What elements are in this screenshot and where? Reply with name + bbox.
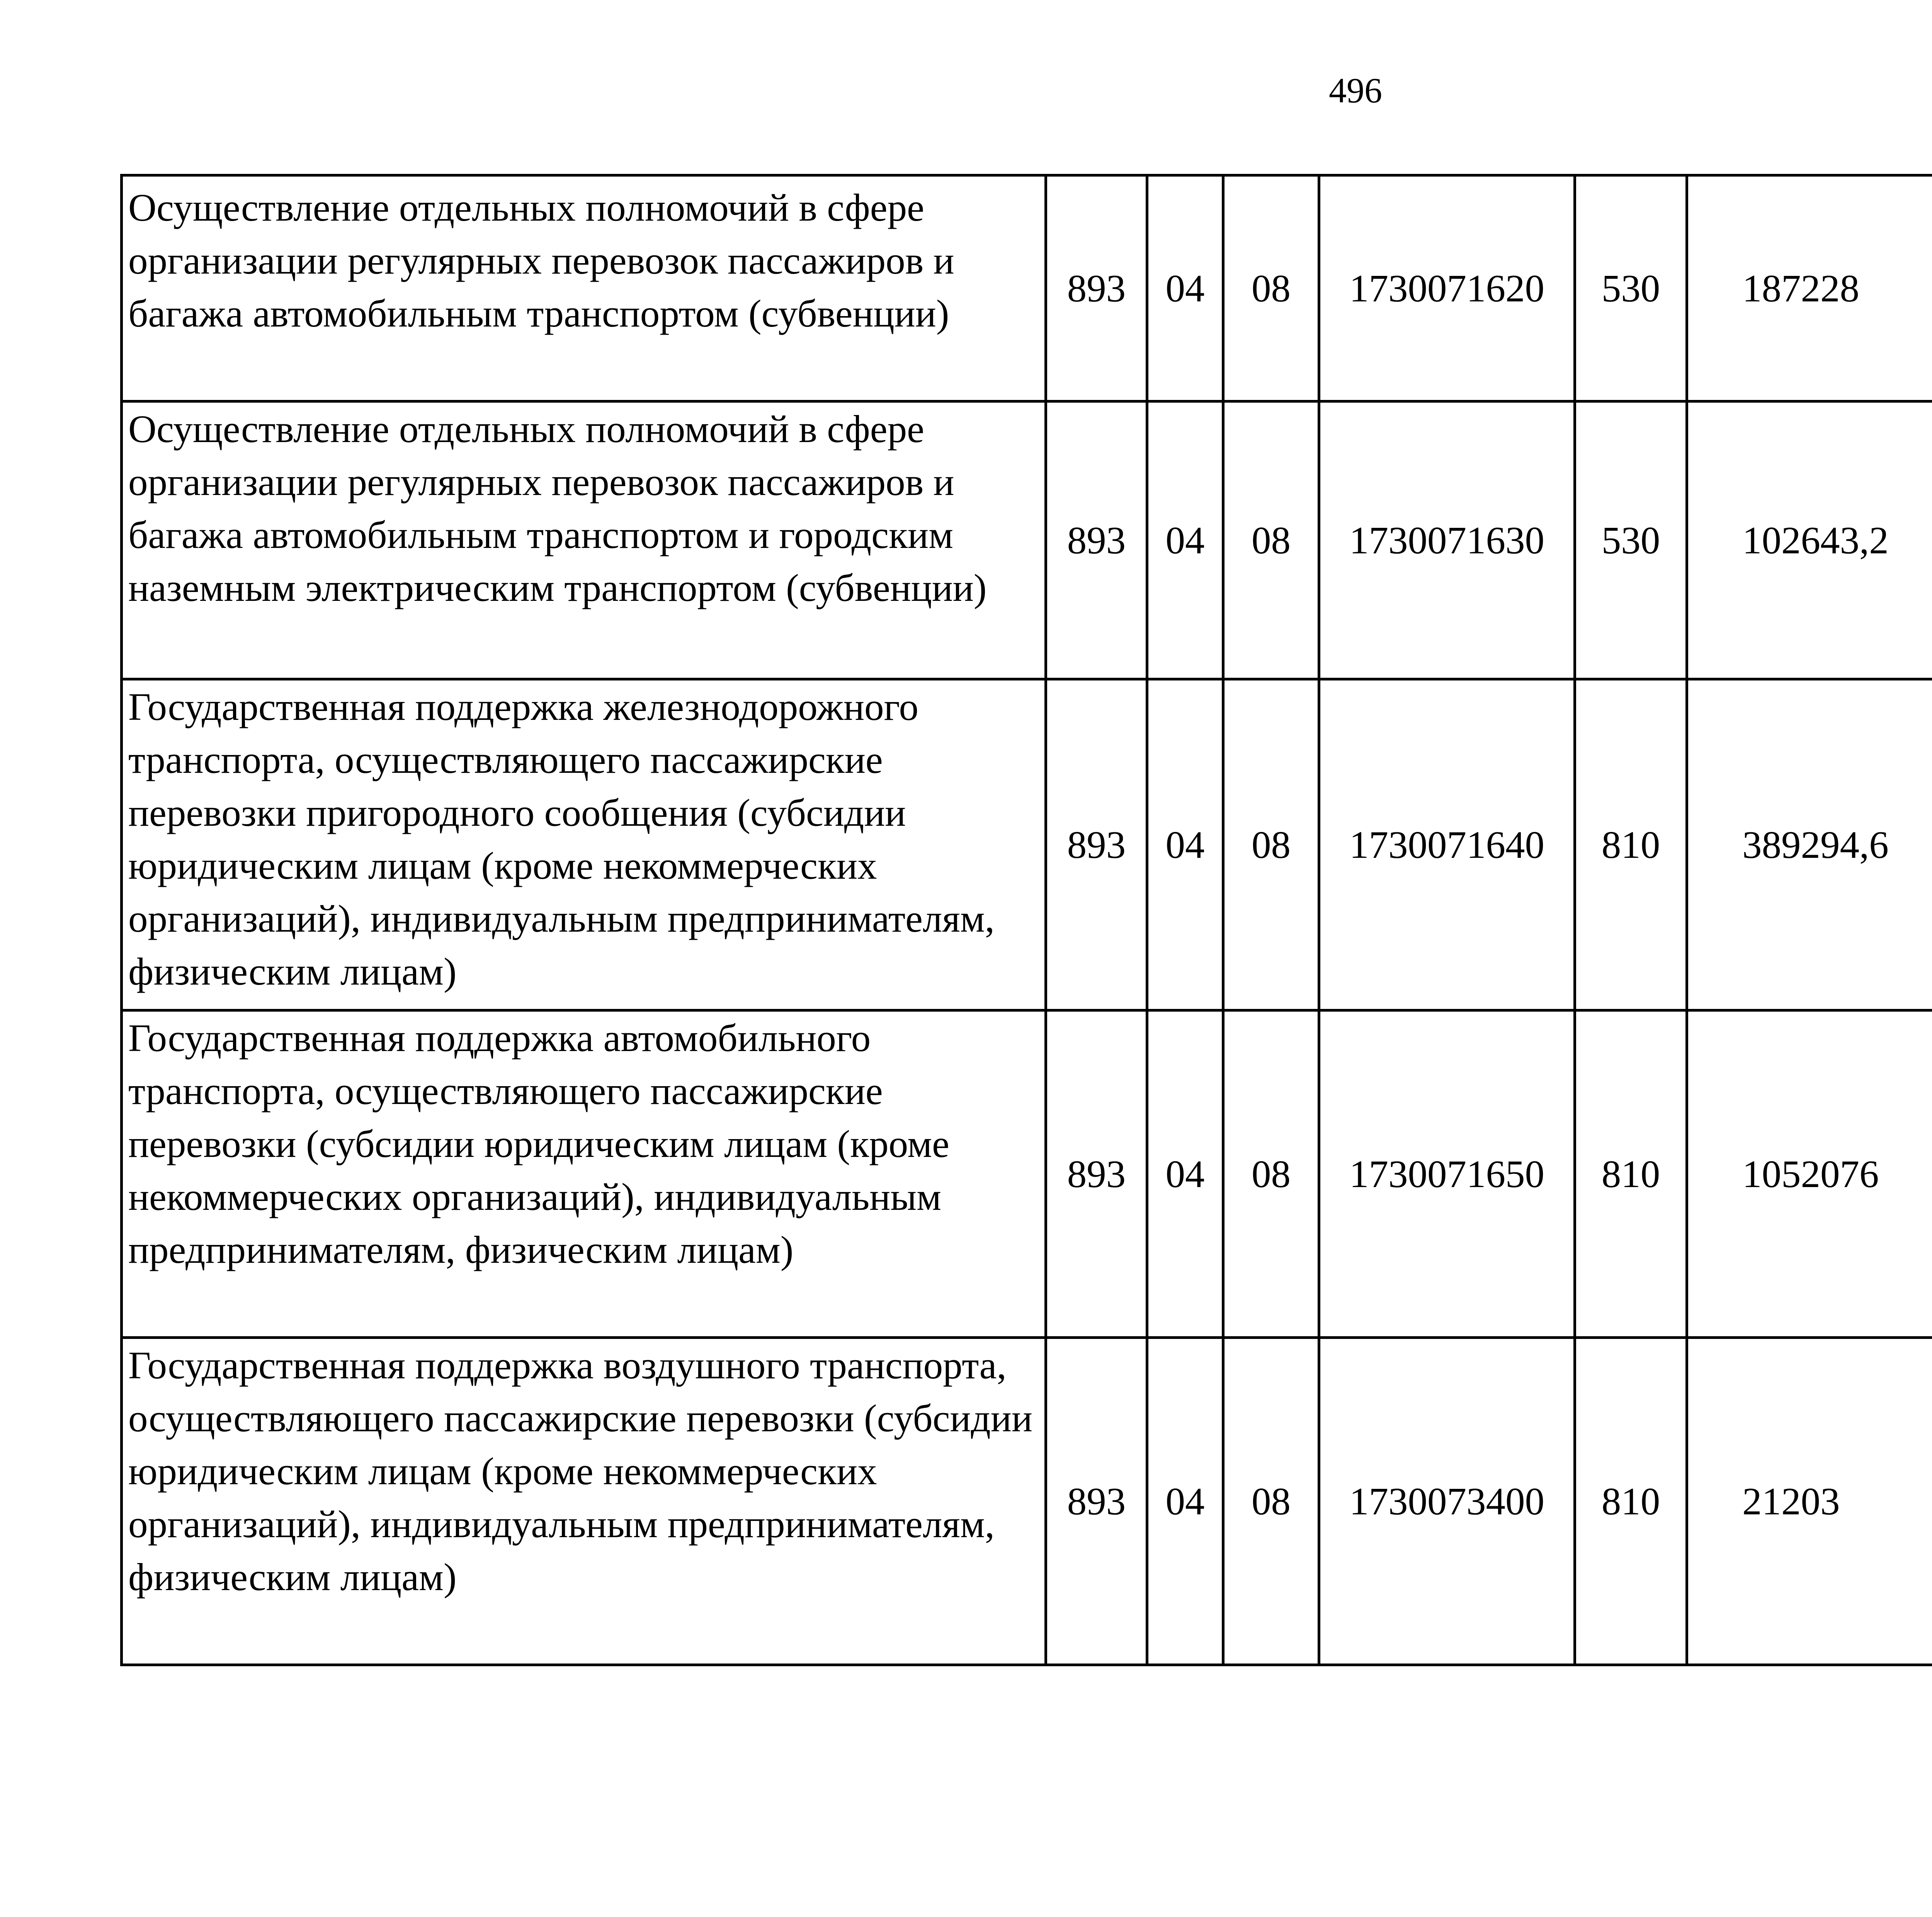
admin-code-cell: 893 (1046, 1338, 1147, 1665)
target-code-cell: 1730071650 (1319, 1010, 1575, 1338)
subsection-code-cell: 08 (1223, 175, 1319, 401)
sum-cell-1: 389294,6 (1687, 679, 1932, 1010)
budget-table (120, 174, 1932, 1666)
expense-name-cell: Осуществление отдельных полномочий в сфере организации регулярных перевозок пассажиров и багажа автомобильным транспортом (субвенции) (122, 175, 1046, 401)
sum-cell-1: 187228 (1687, 175, 1932, 401)
page-number: 496 (1329, 71, 1382, 110)
expense-type-cell: 530 (1575, 175, 1687, 401)
admin-code-cell: 893 (1046, 175, 1147, 401)
section-code-cell: 04 (1147, 679, 1223, 1010)
expense-name-cell: Государственная поддержка автомобильного транспорта, осуществляющего пассажирские перевозки (субсидии юридическим лицам (кроме некоммерческих организаций), индивидуальным предпринимателям, физическим лицам) (122, 1010, 1046, 1338)
expense-name-cell: Государственная поддержка воздушного транспорта, осуществляющего пассажирские перевозки (субсидии юридическим лицам (кроме некоммерческих организаций), индивидуальным предпринимателям, физическим лицам) (122, 1338, 1046, 1665)
sum-cell-1: 102643,2 (1687, 401, 1932, 679)
table-row (122, 1338, 1932, 1665)
expense-name-cell: Осуществление отдельных полномочий в сфере организации регулярных перевозок пассажиров и багажа автомобильным транспортом и городским наземным электрическим транспортом (субвенции) (122, 401, 1046, 679)
sum-cell-1: 1052076 (1687, 1010, 1932, 1338)
section-code-cell: 04 (1147, 401, 1223, 679)
section-code-cell: 04 (1147, 175, 1223, 401)
subsection-code-cell: 08 (1223, 1338, 1319, 1665)
subsection-code-cell: 08 (1223, 1010, 1319, 1338)
subsection-code-cell: 08 (1223, 679, 1319, 1010)
table-row (122, 679, 1932, 1010)
expense-type-cell: 810 (1575, 679, 1687, 1010)
expense-type-cell: 810 (1575, 1010, 1687, 1338)
target-code-cell: 1730071630 (1319, 401, 1575, 679)
subsection-code-cell: 08 (1223, 401, 1319, 679)
target-code-cell: 1730071640 (1319, 679, 1575, 1010)
table-row (122, 401, 1932, 679)
admin-code-cell: 893 (1046, 679, 1147, 1010)
section-code-cell: 04 (1147, 1010, 1223, 1338)
expense-type-cell: 530 (1575, 401, 1687, 679)
admin-code-cell: 893 (1046, 1010, 1147, 1338)
expense-type-cell: 810 (1575, 1338, 1687, 1665)
expense-name-cell: Государственная поддержка железнодорожного транспорта, осуществляющего пассажирские перевозки пригородного сообщения (субсидии юридическим лицам (кроме некоммерческих организаций), индивидуальным предпринимателям, физическим лицам) (122, 679, 1046, 1010)
table-row (122, 175, 1932, 401)
target-code-cell: 1730071620 (1319, 175, 1575, 401)
section-code-cell: 04 (1147, 1338, 1223, 1665)
admin-code-cell: 893 (1046, 401, 1147, 679)
target-code-cell: 1730073400 (1319, 1338, 1575, 1665)
sum-cell-1: 21203 (1687, 1338, 1932, 1665)
table-row (122, 1010, 1932, 1338)
